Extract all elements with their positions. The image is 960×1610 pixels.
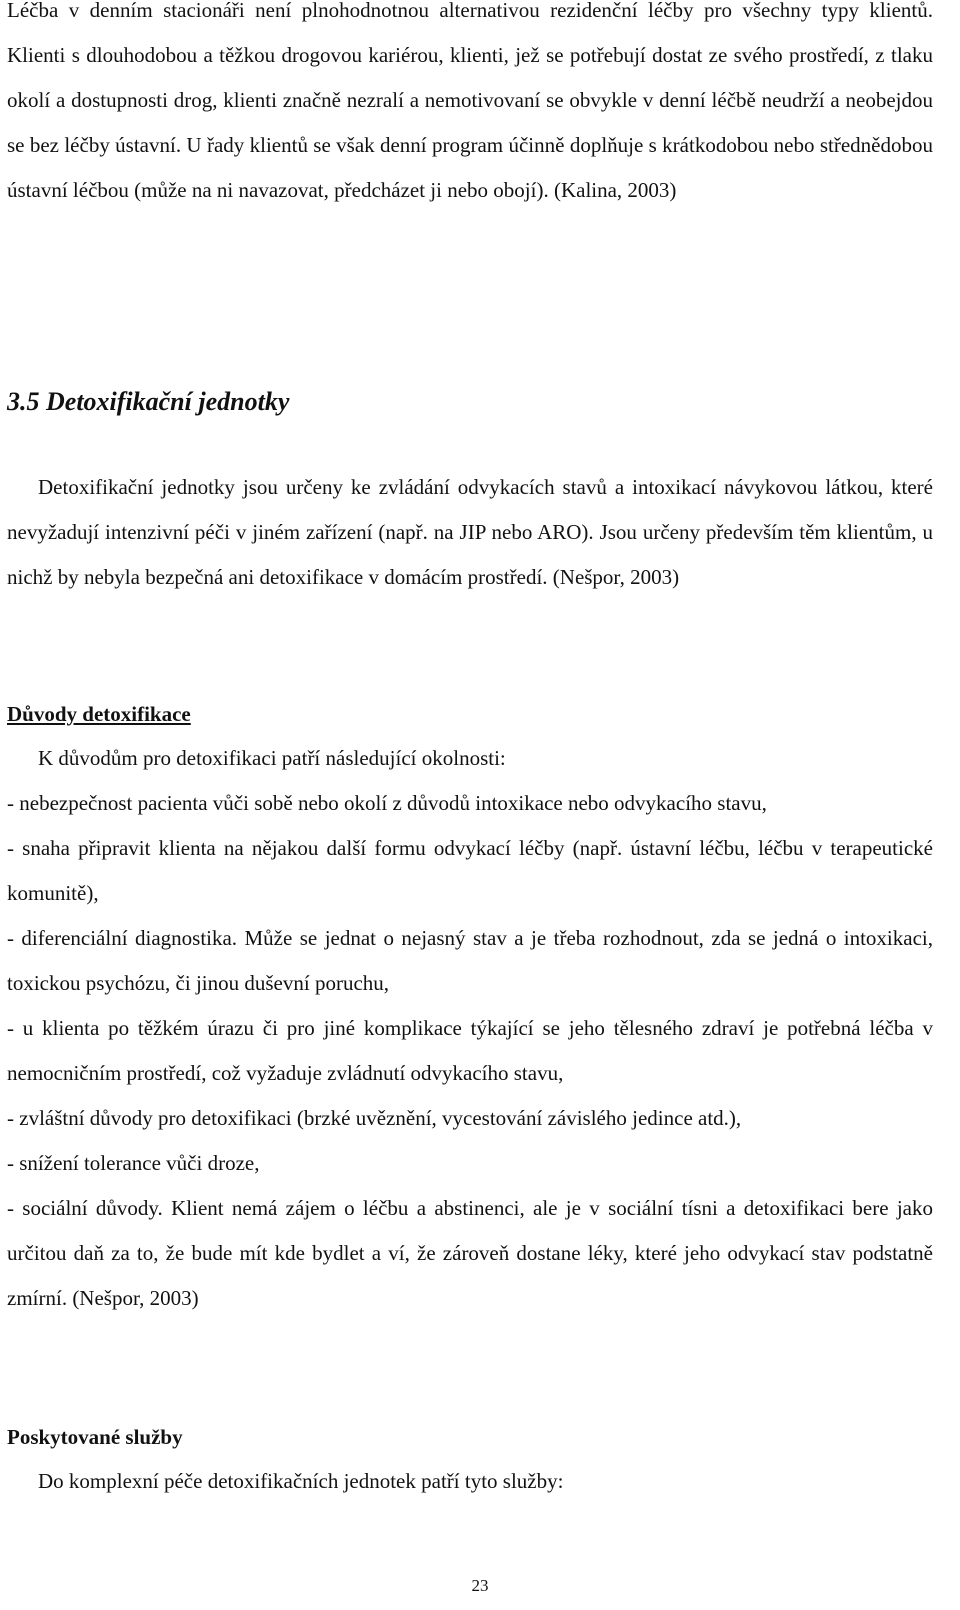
reasons-intro: K důvodům pro detoxifikaci patří následující okolnosti: bbox=[38, 746, 506, 770]
services-intro: Do komplexní péče detoxifikačních jednotek patří tyto služby: bbox=[38, 1469, 564, 1493]
list-item: - diferenciální diagnostika. Může se jednat o nejasný stav a je třeba rozhodnout, zda se jedná o intoxikaci, toxickou psychózu, či jinou duševní poruchu, bbox=[7, 926, 933, 995]
page-number: 23 bbox=[471, 1576, 489, 1595]
list-item: - snaha připravit klienta na nějakou další formu odvykací léčby (např. ústavní léčbu, léčbu v terapeutické komunitě), bbox=[7, 836, 933, 905]
paragraph-detox-units: Detoxifikační jednotky jsou určeny ke zvládání odvykacích stavů a intoxikací návykovou látkou, které nevyžadují intenzivní péči v jiném zařízení (např. na JIP nebo ARO). Jsou určeny především těm klientům, u nichž by nebyla bezpečná ani detoxifikace v domácím prostředí. (Nešpor, 2003) bbox=[7, 475, 933, 589]
reasons-list bbox=[0, 781, 933, 1321]
list-item: - sociální důvody. Klient nemá zájem o léčbu a abstinenci, ale je v sociální tísni a detoxifikaci bere jako určitou daň za to, že bude mít kde bydlet a ví, že zároveň dostane léky, které jeho odvykací stav podstatně zmírní. (Nešpor, 2003) bbox=[7, 1196, 933, 1310]
list-item: - snížení tolerance vůči droze, bbox=[7, 1151, 260, 1175]
section-heading: 3.5 Detoxifikační jednotky bbox=[7, 387, 290, 416]
subheading-reasons: Důvody detoxifikace bbox=[7, 702, 191, 726]
subheading-services: Poskytované služby bbox=[7, 1425, 183, 1449]
list-item: - nebezpečnost pacienta vůči sobě nebo okolí z důvodů intoxikace nebo odvykacího stavu, bbox=[7, 791, 767, 815]
list-item: - u klienta po těžkém úrazu či pro jiné komplikace týkající se jeho tělesného zdraví je potřebná léčba v nemocničním prostředí, což vyžaduje zvládnutí odvykacího stavu, bbox=[7, 1016, 933, 1085]
paragraph-day-care: Léčba v denním stacionáři není plnohodnotnou alternativou rezidenční léčby pro všechny typy klientů. Klienti s dlouhodobou a těžkou drogovou kariérou, klienti, jež se potřebují dostat ze svého prostředí, z tlaku okolí a dostupnosti drog, klienti značně nezralí a nemotivovaní se obvykle v denní léčbě neudrží a neobejdou se bez léčby ústavní. U řady klientů se však denní program účinně doplňuje s krátkodobou nebo střednědobou ústavní léčbou (může na ni navazovat, předcházet ji nebo obojí). (Kalina, 2003) bbox=[7, 0, 933, 202]
list-item: - zvláštní důvody pro detoxifikaci (brzké uvěznění, vycestování závislého jedince atd.), bbox=[7, 1106, 742, 1130]
